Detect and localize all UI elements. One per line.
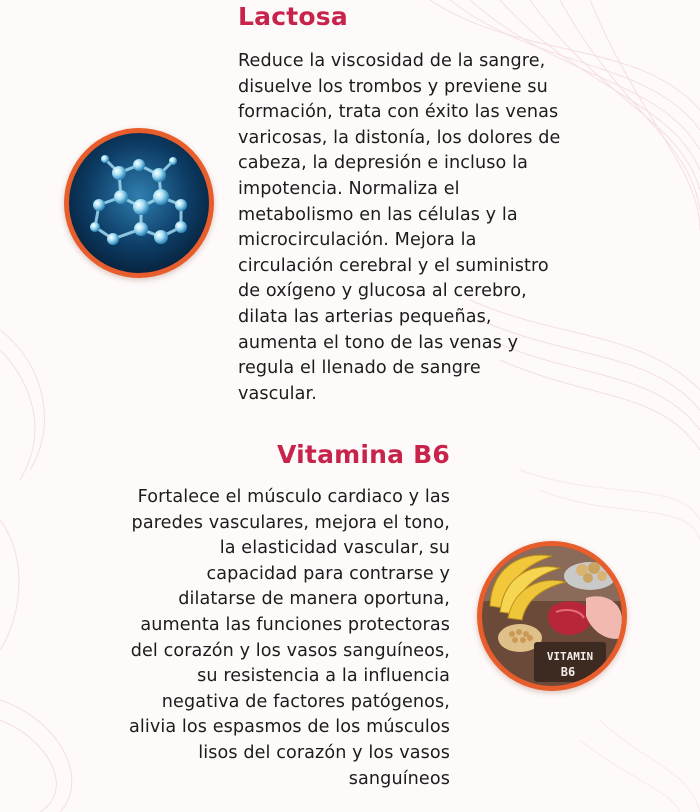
text-line: regula el llenado de sangre [238, 358, 481, 379]
text-line: lisos del corazón y los vasos [198, 742, 450, 763]
text-line: su resistencia a la influencia [197, 666, 450, 687]
text-line: alivia los espasmos de los músculos [128, 717, 450, 738]
text-line: aumenta el tono de las venas y [238, 332, 519, 353]
lactosa-description [238, 49, 668, 407]
text-line: paredes vasculares, mejora el tono, [131, 512, 450, 533]
text-line: metabolismo en las células y la [238, 204, 518, 225]
food-photo-icon [482, 546, 622, 686]
molecule-image [64, 128, 214, 278]
text-line: Fortalece el músculo cardiaco y las [137, 487, 450, 507]
lactosa-title: Lactosa [238, 2, 348, 31]
text-line: dilatarse de manera oportuna, [178, 589, 450, 610]
text-line: la elasticidad vascular, su [219, 538, 450, 559]
vitamin-b6-section [60, 440, 450, 792]
text-line: impotencia. Normaliza el [238, 178, 460, 199]
text-line: del corazón y los vasos sanguíneos, [130, 640, 450, 661]
vitamin-b6-food-image [477, 541, 627, 691]
text-line: formación, trata con éxito las venas [238, 102, 559, 123]
text-line: disuelve los trombos y previene su [238, 76, 548, 97]
text-line: varicosas, la distonía, los dolores de [238, 127, 561, 148]
text-line: aumenta las funciones protectoras [140, 614, 450, 635]
vitamin-sign-b6: B6 [560, 665, 576, 679]
vitamin-sign-text: VITAMIN [546, 650, 594, 663]
text-line: capacidad para contrarse y [206, 563, 450, 584]
vitamin-b6-title: Vitamina B6 [277, 440, 450, 469]
text-line: dilata las arterias pequeñas, [238, 306, 492, 327]
text-line: negativa de factores patógenos, [161, 691, 450, 712]
text-line: sanguíneos [348, 768, 450, 789]
lactosa-section [238, 2, 668, 407]
text-line: microcirculación. Mejora la [238, 230, 477, 251]
text-line: de oxígeno y glucosa al cerebro, [238, 281, 527, 302]
molecule-icon [69, 133, 209, 273]
vitamin-b6-description [60, 485, 450, 792]
text-line: circulación cerebral y el suministro [238, 255, 549, 276]
text-line: cabeza, la depresión e incluso la [238, 153, 528, 174]
text-line: Reduce la viscosidad de la sangre, [238, 51, 546, 71]
text-line: vascular. [238, 383, 317, 404]
